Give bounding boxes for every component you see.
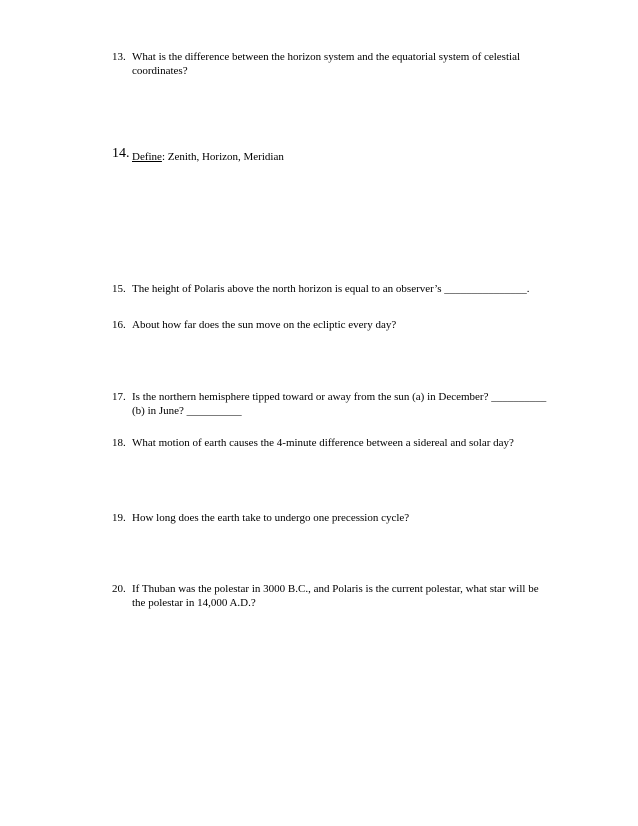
question-text: If Thuban was the polestar in 3000 B.C., and Polaris is the current polestar, what star will be the polestar in 14,000 A.D.? [132, 583, 539, 609]
question-14 [112, 146, 552, 164]
question-number: 18. [112, 437, 126, 449]
question-number: 14. [112, 146, 130, 161]
question-number: 19. [112, 512, 126, 524]
question-text: The height of Polaris above the north horizon is equal to an observer’s _______________. [132, 283, 530, 295]
question-18 [112, 436, 552, 450]
question-number: 17. [112, 391, 126, 403]
question-text: Is the northern hemisphere tipped toward or away from the sun (a) in December? __________ (b) in June? __________ [132, 391, 547, 417]
question-text: : Zenith, Horizon, Meridian [161, 151, 284, 163]
question-20 [112, 582, 552, 610]
question-text: What motion of earth causes the 4-minute difference between a sidereal and solar day? [132, 437, 514, 449]
question-13 [112, 50, 552, 78]
question-17 [112, 390, 552, 418]
question-number: 13. [112, 51, 126, 63]
question-number: 20. [112, 583, 126, 595]
question-15 [112, 282, 552, 296]
question-text: About how far does the sun move on the ecliptic every day? [132, 319, 397, 331]
question-number: 15. [112, 283, 126, 295]
define-label: Define [132, 151, 162, 163]
question-number: 16. [112, 319, 126, 331]
question-16 [112, 318, 552, 332]
question-text: How long does the earth take to undergo one precession cycle? [132, 512, 410, 524]
question-text: What is the difference between the horizon system and the equatorial system of celestial coordinates? [132, 51, 521, 77]
question-19 [112, 511, 552, 525]
